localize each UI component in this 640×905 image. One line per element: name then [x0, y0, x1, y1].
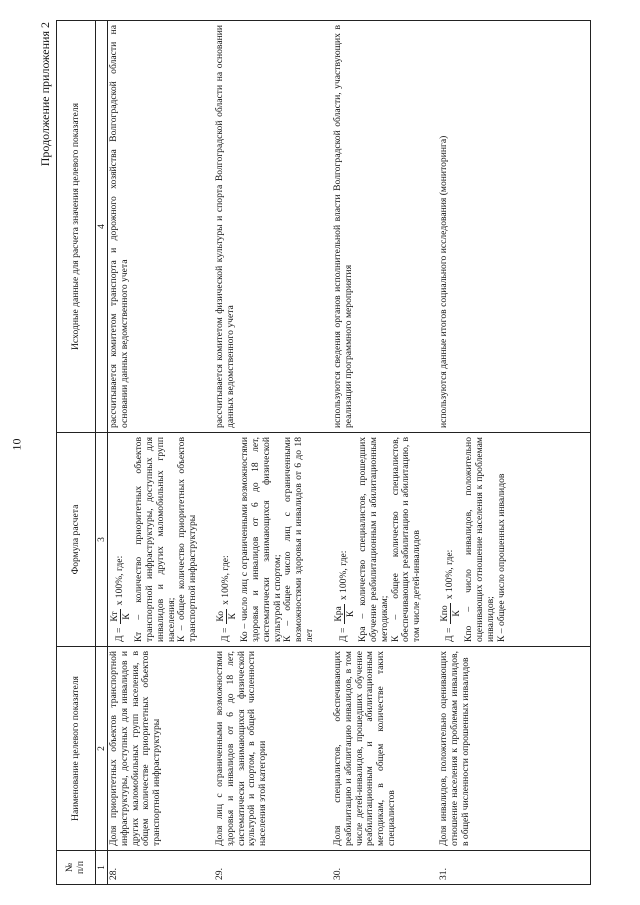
table-row — [438, 21, 591, 885]
header-formula: Формула расчета — [57, 433, 96, 647]
formula-cell — [108, 433, 215, 647]
formula-definition: К – общее количество специалистов, обеспечивающих реабилитацию и абилитацию, в том числе детей-инвалидов — [389, 437, 423, 642]
formula — [333, 437, 356, 642]
indicator-name: Доля лиц с ограниченными возможностями здоровья и инвалидов от 6 до 18 лет, систематически занимающихся физической культурой и спортом, в общей численности населения этой категории — [214, 647, 332, 851]
fraction-numerator: Кпо — [439, 605, 450, 622]
formula-tail: х 100%, где: — [444, 549, 456, 600]
column-number: 1 — [96, 851, 108, 885]
column-numbers-row — [96, 21, 108, 885]
fraction — [215, 609, 238, 624]
formula-tail: х 100%, где: — [338, 550, 350, 601]
table-row — [214, 21, 332, 885]
formula-lhs: Д = — [114, 627, 126, 642]
header-source: Исходные данные для расчета значения целевого показателя — [57, 21, 96, 433]
table-row — [108, 21, 215, 885]
formula-cell — [438, 433, 591, 647]
indicator-name: Доля специалистов, обеспечивающих реабилитацию и абилитацию инвалидов, в том числе детей-инвалидов, прошедших обучение реабилитационным и абилитационным методикам, в общем количестве таких специалистов — [332, 647, 438, 851]
fraction-denominator: К — [451, 610, 463, 617]
fraction — [333, 604, 356, 623]
page-number: 10 — [9, 438, 24, 450]
formula — [109, 437, 132, 642]
row-number: 31. — [438, 851, 591, 885]
source-data: используются данные итогов социального исследования (мониторинга) — [438, 21, 591, 433]
formula-tail: х 100%, где: — [220, 555, 232, 605]
formula-definition: Кт – количество приоритетных объектов транспортной инфраструктуры, доступных для инвалидов и других маломобильных групп населения; — [133, 437, 177, 642]
source-data: рассчитывается комитетом физической культуры и спорта Волгоградской области на основании данных ведомственного учета — [214, 21, 332, 433]
fraction-numerator: Кра — [333, 606, 344, 622]
formula-definition: К – общее количество приоритетных объектов транспортной инфраструктуры — [176, 437, 199, 642]
table-row — [332, 21, 438, 885]
formula-lhs: Д = — [220, 627, 232, 642]
rotated-content — [36, 20, 631, 885]
fraction-numerator: Кт — [109, 611, 120, 622]
formula-definition: К – общее число лиц с ограниченными возможностями здоровья и инвалидов от 6 до 18 лет — [282, 437, 316, 642]
source-data: используются сведения органов исполнительной власти Волгоградской области, участвующих в реализации программного мероприятия — [332, 21, 438, 433]
formula — [215, 437, 238, 642]
fraction — [109, 609, 132, 623]
fraction — [439, 603, 462, 623]
column-number: 3 — [96, 433, 108, 647]
header-num: № п/п — [57, 851, 96, 885]
table-header-row — [57, 21, 96, 885]
indicator-name: Доля инвалидов, положительно оценивающих отношение населения к проблемам инвалидов, в общей численности опрошенных инвалидов — [438, 647, 591, 851]
formula-definition: Ко – число лиц с ограниченными возможностями здоровья и инвалидов от 6 до 18 лет, систематически занимающихся физической культурой и спортом; — [239, 437, 283, 642]
row-number: 30. — [332, 851, 438, 885]
row-number: 29. — [214, 851, 332, 885]
header-name: Наименование целевого показателя — [57, 647, 96, 851]
continuation-label: Продолжение приложения 2 — [38, 22, 52, 167]
column-number: 4 — [96, 21, 108, 433]
formula-definition: Кпо – число инвалидов, положительно оценивающих отношение населения к проблемам инвалидов; — [463, 437, 496, 642]
row-number: 28. — [108, 851, 215, 885]
formula-lhs: Д = — [444, 627, 456, 642]
fraction-denominator: К — [345, 610, 357, 618]
formula-lhs: Д = — [338, 627, 350, 642]
formula-definition: К – общее число опрошенных инвалидов — [495, 473, 507, 642]
fraction-denominator: К — [227, 613, 239, 620]
column-number: 2 — [96, 647, 108, 851]
formula-cell — [332, 433, 438, 647]
fraction-numerator: Ко — [215, 610, 226, 622]
fraction-denominator: К — [121, 613, 133, 620]
indicator-table — [56, 20, 591, 885]
source-data: рассчитывается комитетом транспорта и дорожного хозяйства Волгоградской области на основании данных ведомственного учета — [108, 21, 215, 433]
formula-cell — [214, 433, 332, 647]
formula — [439, 437, 462, 642]
formula-definition: Кра – количество специалистов, прошедших обучение реабилитационным и абилитационным методикам; — [357, 437, 390, 642]
indicator-name: Доля приоритетных объектов транспортной инфраструктуры, доступных для инвалидов и других маломобильных групп населения, в общем количестве приоритетных объектов транспортной инфраструктуры — [108, 647, 215, 851]
formula-tail: х 100%, где: — [114, 555, 126, 606]
